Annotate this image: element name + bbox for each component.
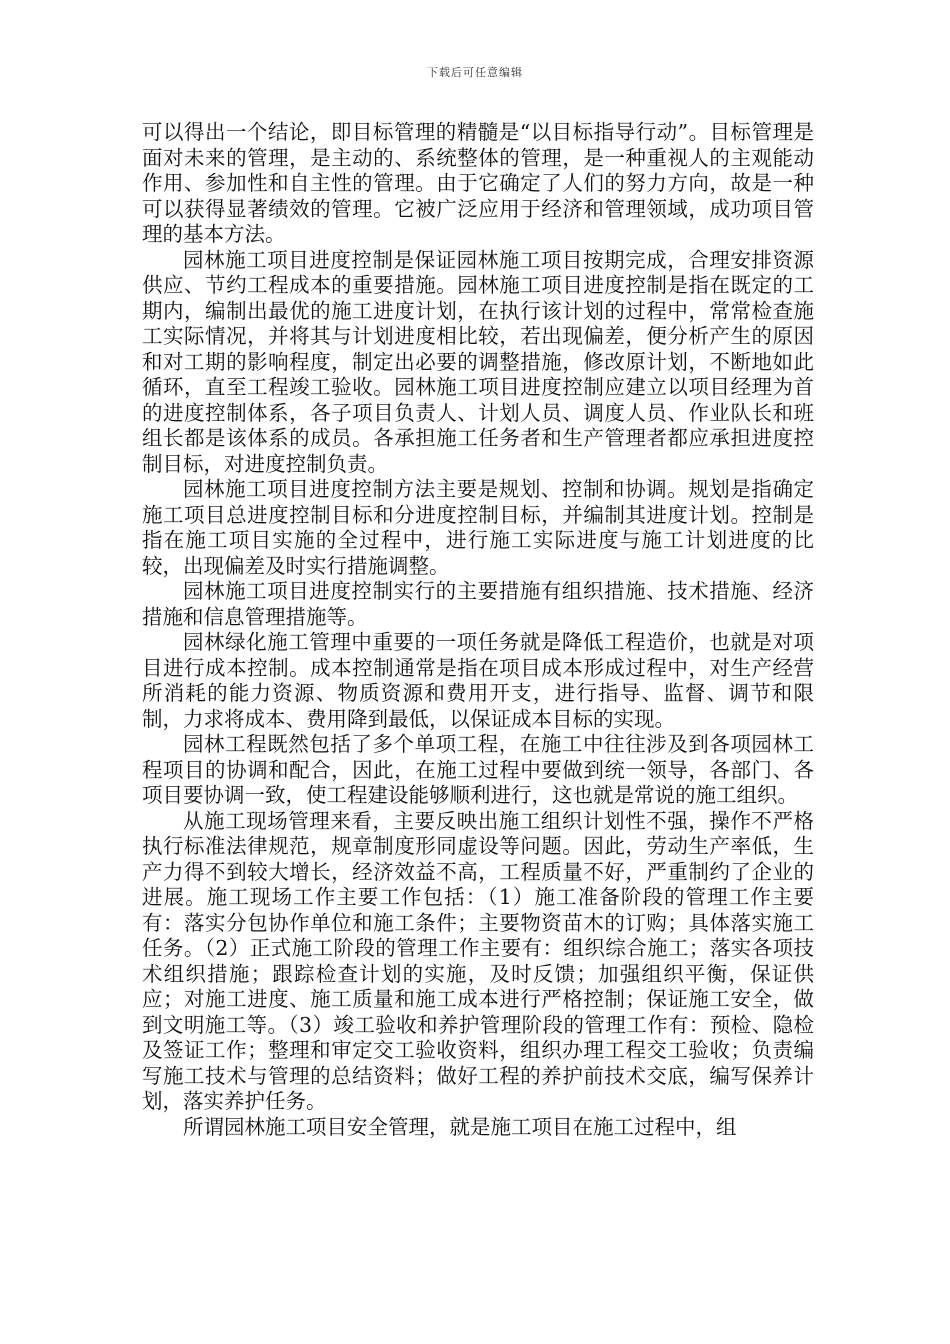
paragraph: 园林施工项目进度控制是保证园林施工项目按期完成，合理安排资源供应、节约工程成本的重要措施。园林施工项目进度控制是指在既定的工期内，编制出最优的施工进度计划，在执行该计划的过程中，常常检查施工实际情况，并将其与计划进度相比较，若出现偏差，便分析产生的原因和对工期的影响程度，制定出必要的调整措施，修改原计划，不断地如此循环，直至工程竣工验收。园林施工项目进度控制应建立以项目经理为首的进度控制体系，各子项目负责人、计划人员、调度人员、作业队长和班组长都是该体系的成员。各承担施工任务者和生产管理者都应承担进度控制目标，对进度控制负责。	[142, 247, 814, 476]
paragraph: 可以得出一个结论，即目标管理的精髓是“以目标指导行动”。目标管理是面对未来的管理，是主动的、系统整体的管理，是一种重视人的主观能动作用、参加性和自主性的管理。由于它确定了人们的努力方向，故是一种可以获得显著绩效的管理。它被广泛应用于经济和管理领域，成功项目管理的基本方法。	[142, 120, 814, 246]
paragraph: 园林施工项目进度控制实行的主要措施有组织措施、技术措施、经济措施和信息管理措施等。	[142, 579, 814, 629]
paragraph: 园林绿化施工管理中重要的一项任务就是降低工程造价，也就是对项目进行成本控制。成本控制通常是指在项目成本形成过程中，对生产经营所消耗的能力资源、物质资源和费用开支，进行指导、监督、调节和限制，力求将成本、费用降到最低，以保证成本目标的实现。	[142, 630, 814, 731]
paragraph: 所谓园林施工项目安全管理，就是施工项目在施工过程中，组	[183, 1114, 737, 1139]
paragraph: 从施工现场管理来看，主要反映出施工组织计划性不强，操作不严格执行标准法律规范，规章制度形同虚设等问题。因此，劳动生产率低，生产力得不到较大增长，经济效益不高，工程质量不好，严重制约了企业的进展。施工现场工作主要工作包括：（1）施工准备阶段的管理工作主要有：落实分包协作单位和施工条件；主要物资苗木的订购；具体落实施工任务。（2）正式施工阶段的管理工作主要有：组织综合施工；落实各项技术组织措施；跟踪检查计划的实施，及时反馈；加强组织平衡，保证供应；对施工进度、施工质量和施工成本进行严格控制；保证施工安全，做到文明施工等。（3）竣工验收和养护管理阶段的管理工作有：预检、隐检及签证工作；整理和审定交工验收资料，组织办理工程交工验收；负责编写施工技术与管理的总结资料；做好工程的养护前技术交底，编写保养计划，落实养护任务。	[142, 808, 814, 1113]
document-body	[142, 120, 814, 1140]
paragraph: 园林工程既然包括了多个单项工程，在施工中往往涉及到各项园林工程项目的协调和配合，因此，在施工过程中要做到统一领导，各部门、各项目要协调一致，使工程建设能够顺利进行，这也就是常说的施工组织。	[142, 732, 814, 807]
page-header: 下载后可任意编辑	[427, 66, 523, 79]
paragraph: 园林施工项目进度控制方法主要是规划、控制和协调。规划是指确定施工项目总进度控制目标和分进度控制目标，并编制其进度计划。控制是指在施工项目实施的全过程中，进行施工实际进度与施工计划进度的比较，出现偏差及时实行措施调整。	[142, 477, 814, 578]
